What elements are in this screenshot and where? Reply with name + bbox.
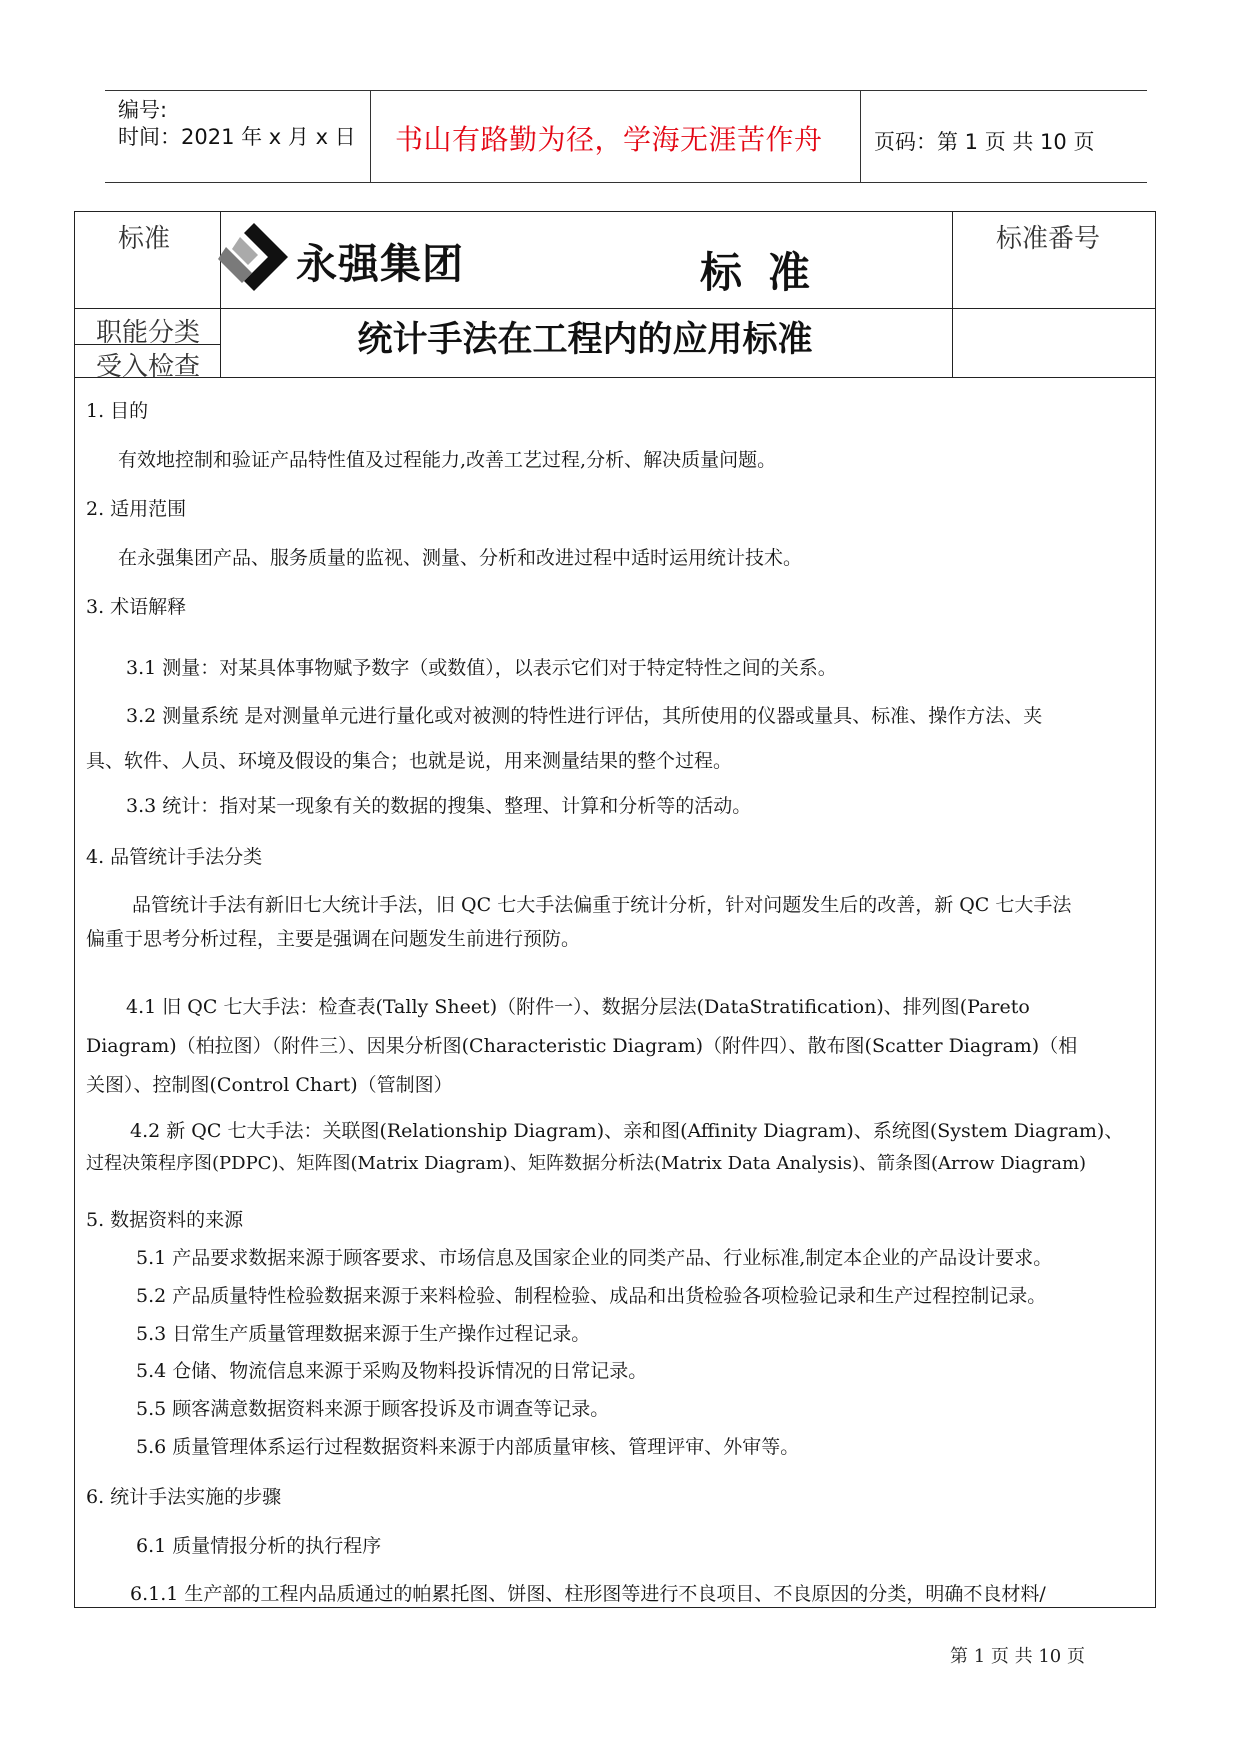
section-3-2-text-line1: 3.2 测量系统 是对测量单元进行量化或对被测的特性进行评估，其所使用的仪器或量具、标准、操作方法、夹 (126, 705, 1043, 727)
section-4-heading: 4. 品管统计手法分类 (86, 846, 263, 868)
section-2-heading: 2. 适用范围 (86, 498, 187, 520)
section-1-heading: 1. 目的 (86, 400, 149, 422)
header-page-label: 页码：第 1 页 共 10 页 (874, 130, 1095, 154)
label-standard-no: 标准番号 (996, 224, 1101, 254)
section-4-text-line2: 偏重于思考分析过程，主要是强调在问题发生前进行预防。 (86, 928, 581, 950)
section-3-2-text-line2: 具、软件、人员、环境及假设的集合；也就是说，用来测量结果的整个过程。 (86, 750, 733, 772)
section-6-1-1-text: 6.1.1 生产部的工程内品质通过的帕累托图、饼图、柱形图等进行不良项目、不良原因的分类，明确不良材料/ (130, 1583, 1046, 1605)
label-standard: 标准 (118, 224, 171, 254)
section-2-text: 在永强集团产品、服务质量的监视、测量、分析和改进过程中适时运用统计技术。 (118, 547, 803, 569)
section-5-1-text: 5.1 产品要求数据来源于顾客要求、市场信息及国家企业的同类产品、行业标准,制定本企业的产品设计要求。 (136, 1247, 1053, 1269)
section-4-2-text-line2: 过程决策程序图(PDPC)、矩阵图(Matrix Diagram)、矩阵数据分析法(Matrix Data Analysis)、箭条图(Arrow Diagram) (86, 1153, 1087, 1174)
table-rule-1 (74, 308, 1156, 309)
section-5-6-text: 5.6 质量管理体系运行过程数据资料来源于内部质量审核、管理评审、外审等。 (136, 1436, 800, 1458)
section-5-5-text: 5.5 顾客满意数据资料来源于顾客投诉及市调查等记录。 (136, 1398, 610, 1420)
page-footer: 第 1 页 共 10 页 (950, 1646, 1085, 1667)
header-bottom-rule (105, 182, 1147, 183)
section-6-1-text: 6.1 质量情报分析的执行程序 (136, 1535, 382, 1557)
section-6-heading: 6. 统计手法实施的步骤 (86, 1486, 282, 1508)
label-incoming-inspection: 受入检查 (96, 352, 201, 382)
company-logo (218, 223, 498, 291)
section-4-1-text-line1: 4.1 旧 QC 七大手法：检查表(Tally Sheet)（附件一）、数据分层法(DataStratification)、排列图(Pareto (126, 996, 1030, 1018)
doc-time-label: 时间：2021 年 x 月 x 日 (118, 125, 356, 149)
section-4-1-text-line3: 关图）、控制图(Control Chart)（管制图） (86, 1074, 453, 1096)
section-3-1-text: 3.1 测量：对某具体事物赋予数字（或数值），以表示它们对于特定特性之间的关系。 (126, 657, 837, 679)
company-name: 永强集团 (296, 240, 464, 288)
doc-number-label: 编号: (118, 98, 168, 122)
section-1-text: 有效地控制和验证产品特性值及过程能力,改善工艺过程,分析、解决质量问题。 (118, 449, 777, 471)
standard-title: 标准 (700, 248, 837, 297)
section-4-1-text-line2: Diagram)（柏拉图）（附件三）、因果分析图(Characteristic Diagram)（附件四）、散布图(Scatter Diagram)（相 (86, 1035, 1078, 1057)
label-function-class: 职能分类 (96, 318, 201, 348)
section-3-heading: 3. 术语解释 (86, 596, 187, 618)
section-5-4-text: 5.4 仓储、物流信息来源于采购及物料投诉情况的日常记录。 (136, 1360, 648, 1382)
section-4-2-text-line1: 4.2 新 QC 七大手法：关联图(Relationship Diagram)、亲和图(Affinity Diagram)、系统图(System Diagram)、 (130, 1120, 1124, 1142)
logo-mark-icon (218, 223, 290, 291)
section-5-3-text: 5.3 日常生产质量管理数据来源于生产操作过程记录。 (136, 1323, 591, 1345)
header-motto: 书山有路勤为径，学海无涯苦作舟 (395, 123, 823, 156)
section-3-3-text: 3.3 统计：指对某一现象有关的数据的搜集、整理、计算和分析等的活动。 (126, 795, 752, 817)
table-rule-2 (74, 377, 1156, 378)
header-top-rule (105, 90, 1147, 91)
header-divider-right (860, 90, 861, 182)
section-4-text-line1: 品管统计手法有新旧七大统计手法，旧 QC 七大手法偏重于统计分析，针对问题发生后的改善，新 QC 七大手法 (132, 894, 1072, 916)
header-divider-left (370, 90, 371, 182)
table-col-right (952, 211, 953, 377)
section-5-2-text: 5.2 产品质量特性检验数据来源于来料检验、制程检验、成品和出货检验各项检验记录和生产过程控制记录。 (136, 1285, 1047, 1307)
section-5-heading: 5. 数据资料的来源 (86, 1209, 244, 1231)
document-title: 统计手法在工程内的应用标准 (357, 320, 813, 360)
